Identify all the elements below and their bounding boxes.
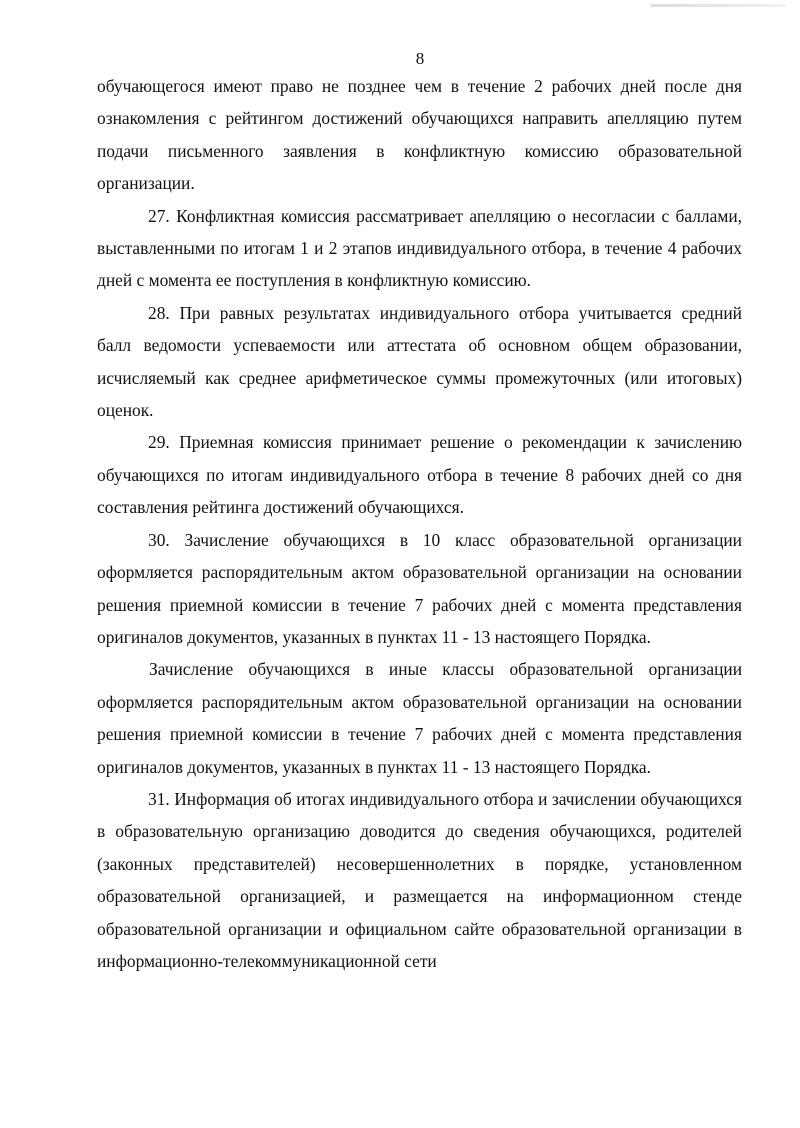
paragraph-item-31: 31. Информация об итогах индивидуального отбора и зачислении обучающихся в образовательную организацию доводится до сведения обучающихся, родителей (законных представителей) несовершеннолетних в порядке, установленном образовательной организацией, и размещается на информационном стенде образовательной организации и официальном сайте образовательной организации в информационно-телекоммуникационной сети [97, 788, 742, 971]
document-body [97, 70, 742, 977]
paragraph-item-30: 30. Зачисление обучающихся в 10 класс образовательной организации оформляется распорядительным актом образовательной организации на основании решения приемной комиссии в течение 7 рабочих дней с момента представления оригиналов документов, указанных в пунктах 11 - 13 настоящего Порядка. [97, 529, 742, 647]
paragraph-item-30-continued: Зачисление обучающихся в иные классы образовательной организации оформляется распорядительным актом образовательной организации на основании решения приемной комиссии в течение 7 рабочих дней с момента представления оригиналов документов, указанных в пунктах 11 - 13 настоящего Порядка. [97, 659, 742, 777]
paragraph-item-29: 29. Приемная комиссия принимает решение о рекомендации к зачислению обучающихся по итогам индивидуального отбора в течение 8 рабочих дней со дня составления рейтинга достижений обучающихся. [97, 432, 742, 518]
paragraph-item-27: 27. Конфликтная комиссия рассматривает апелляцию о несогласии с баллами, выставленными по итогам 1 и 2 этапов индивидуального отбора, в течение 4 рабочих дней с момента ее поступления в конфликтную комиссию. [97, 205, 742, 291]
scan-artifact [651, 4, 786, 7]
paragraph-item-28: 28. При равных результатах индивидуального отбора учитывается средний балл ведомости успеваемости или аттестата об основном общем образовании, исчисляемый как среднее арифметическое суммы промежуточных (или итоговых) оценок. [97, 302, 742, 421]
paragraph-continuation: обучающегося имеют право не позднее чем в течение 2 рабочих дней после дня ознакомления с рейтингом достижений обучающихся направить апелляцию путем подачи письменного заявления в конфликтную комиссию образовательной организации. [97, 76, 742, 194]
page-number: 8 [415, 49, 425, 68]
